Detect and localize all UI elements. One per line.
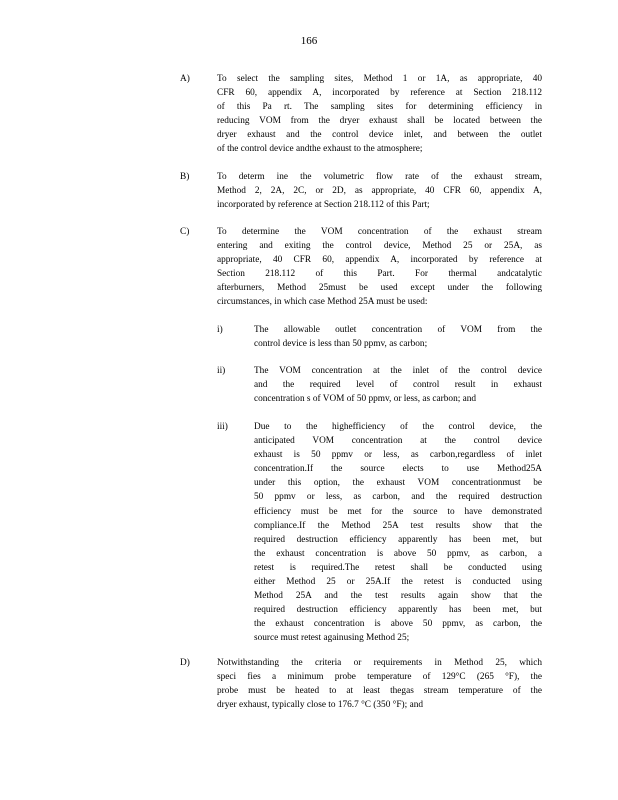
text-line: the exhaust concentration is above 50 ppmv, as carbon, the [254,619,542,630]
text-line: Section 218.112 of this Part. For thermal andcatalytic [217,269,542,280]
item-marker-c: C) [180,227,190,237]
text-line: Notwithstanding the criteria or requirements in Method 25, which [217,658,542,668]
text-line: The VOM concentration at the inlet of the control device [254,366,542,376]
text-line: CFR 60, appendix A, incorporated by reference at Section 218.112 [217,88,542,99]
text-line: and the required level of control result in exhaust [254,380,542,391]
text-line: circumstances, in which case Method 25A must be used: [217,297,428,308]
text-line: entering and exiting the control device, Method 25 or 25A, as [217,241,542,252]
page-number: 166 [300,35,318,47]
text-line: concentration.If the source elects to use Method25A [254,464,542,475]
text-line: concentration s of VOM of 50 ppmv, or less, as carbon; and [254,394,477,405]
text-line: of the control device andthe exhaust to the atmosphere; [217,144,423,155]
text-line: The allowable outlet concentration of VOM from the [254,325,542,335]
text-line: Method 2, 2A, 2C, or 2D, as appropriate, 40 CFR 60, appendix A, [217,186,542,197]
text-line: of this Pa rt. The sampling sites for determining efficiency in [217,102,542,113]
text-line: dryer exhaust, typically close to 176.7 °C (350 °F); and [217,700,423,711]
text-line: required destruction efficiency apparently has been met, but [254,534,542,545]
text-line: Method 25A and the test results again show that the [254,591,542,602]
text-line: To determ ine the volumetric flow rate of the exhaust stream, [217,172,542,182]
text-line: appropriate, 40 CFR 60, appendix A, incorporated by reference at [217,255,542,266]
text-line: dryer exhaust and the control device inlet, and between the outlet [217,130,542,141]
subparagraph-ii-text [254,364,542,406]
paragraph-b-text [217,170,542,212]
text-line: afterburners, Method 25must be used except under the following [217,283,542,294]
text-line: Due to the highefficiency of the control device, the [254,422,542,432]
item-marker-d: D) [180,658,190,668]
text-line: required destruction efficiency apparently has been met, but [254,605,542,616]
text-line: efficiency must be met for the source to have demonstrated [254,506,542,517]
paragraph-a-text [217,72,542,157]
paragraph-d-text [217,656,542,712]
text-line: control device is less than 50 ppmv, as carbon; [254,339,428,350]
text-line: reducing VOM from the dryer exhaust shall be located between the [217,116,542,127]
text-line: the exhaust concentration is above 50 ppmv, as carbon, a [254,548,542,559]
text-line: probe must be heated to at least thegas stream temperature of the [217,686,542,697]
text-line: either Method 25 or 25A.If the retest is conducted using [254,577,542,588]
text-line: under this option, the exhaust VOM concentrationmust be [254,478,542,489]
text-line: 50 ppmv or less, as carbon, and the required destruction [254,492,542,503]
text-line: retest is required.The retest shall be conducted using [254,562,542,573]
subparagraph-i-text [254,323,542,351]
paragraph-c-text [217,225,542,310]
text-line: source must retest againusing Method 25; [254,633,410,644]
text-line: incorporated by reference at Section 218.112 of this Part; [217,200,430,211]
item-marker-ii: ii) [217,366,226,376]
text-line: exhaust is 50 ppmv or less, as carbon,regardless of inlet [254,450,542,461]
subparagraph-iii-text [254,420,542,646]
text-line: compliance.If the Method 25A test results show that the [254,520,542,531]
text-line: speci fies a minimum probe temperature of 129°C (265 °F), the [217,672,542,683]
text-line: To determine the VOM concentration of the exhaust stream [217,227,542,237]
text-line: anticipated VOM concentration at the control device [254,436,542,447]
item-marker-iii: iii) [217,422,228,432]
text-line: To select the sampling sites, Method 1 or 1A, as appropriate, 40 [217,74,542,84]
item-marker-i: i) [217,325,223,335]
item-marker-a: A) [180,74,190,84]
item-marker-b: B) [180,172,190,182]
